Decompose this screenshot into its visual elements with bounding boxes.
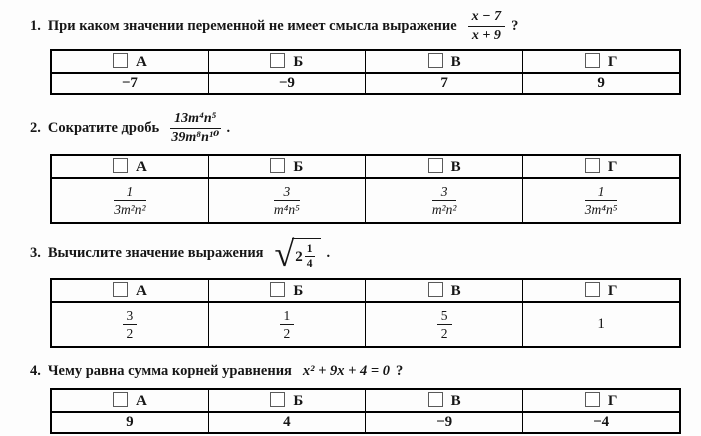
fraction-numerator: 1 [306,243,313,256]
question-number: 2. [30,119,41,136]
option-value-cell [523,302,680,347]
option-letter: В [450,282,461,299]
option-letter: Г [607,282,618,299]
option-value-text: 7 [440,75,448,91]
option-value-cell [51,73,208,94]
math-fraction [170,111,220,145]
question-text: При каком значении переменной не имеет смысла выражение [47,17,457,34]
fraction-numerator: 1 [114,184,145,201]
option-letter: Б [293,158,304,175]
option-letter: Г [607,392,618,409]
option-header-cell-b [208,50,365,73]
option-header-cell-b [208,155,365,178]
option-letter: В [450,53,461,70]
option-header-cell-b [208,279,365,302]
fraction-numerator: 13m⁴n⁵ [170,111,220,129]
question-1-stem [30,6,701,46]
option-value-cell [208,178,365,223]
option-header-cell-a [51,50,208,73]
answer-table-q1 [50,49,681,95]
question-suffix: ? [511,17,519,34]
option-value-text: −4 [593,414,610,430]
options-header-row [51,155,680,178]
option-letter: А [135,158,147,175]
option-header-cell-a [51,155,208,178]
fraction-denominator: m²n² [431,202,457,217]
radicand [292,238,320,271]
question-4-stem [30,361,701,381]
answer-checkbox[interactable] [113,282,128,297]
option-header-cell-g [523,279,680,302]
option-value-fraction [437,308,452,341]
option-header-cell-a [51,279,208,302]
option-value-fraction [123,308,138,341]
fraction-numerator: 3 [274,184,300,201]
option-value-cell [523,178,680,223]
answer-checkbox[interactable] [270,158,285,173]
option-value-text: 1 [597,316,605,332]
option-value-text: 9 [597,75,605,91]
option-header-cell-v [366,155,523,178]
option-value-cell [208,302,365,347]
question-3-stem [30,233,701,273]
question-number: 3. [30,244,41,261]
answer-table-q4 [50,388,681,434]
options-value-row [51,302,680,347]
option-value-text: 9 [126,414,134,430]
option-header-cell-a [51,389,208,412]
answer-checkbox[interactable] [270,392,285,407]
options-value-row [51,178,680,223]
mixed-number-whole: 2 [295,248,303,265]
option-letter: А [135,392,147,409]
question-text: Вычислите значение выражения [47,244,264,261]
option-value-cell [366,302,523,347]
question-2-stem [30,107,701,149]
fraction-numerator: 1 [280,308,295,325]
option-value-cell [366,73,523,94]
option-header-cell-v [366,389,523,412]
answer-table-q2 [50,154,681,224]
fraction-denominator: 4 [306,258,313,270]
option-value-cell [366,178,523,223]
options-header-row [51,279,680,302]
answer-checkbox[interactable] [428,53,443,68]
option-value-fraction [280,308,295,341]
answer-checkbox[interactable] [428,158,443,173]
option-value-fraction [432,184,457,217]
fraction-numerator: 3 [432,184,457,201]
question-number: 4. [30,362,41,379]
options-header-row [51,50,680,73]
answer-checkbox[interactable] [428,282,443,297]
options-header-row [51,389,680,412]
option-value-text: −9 [436,414,453,430]
option-value-text: 4 [283,414,291,430]
option-letter: А [135,53,147,70]
option-value-text: −7 [121,75,138,91]
fraction-numerator: 5 [437,308,452,325]
fraction-numerator: 1 [585,184,618,201]
fraction-numerator: 3 [123,308,138,325]
question-text: Сократите дробь [47,119,160,136]
answer-checkbox[interactable] [113,392,128,407]
answer-checkbox[interactable] [585,53,600,68]
answer-checkbox[interactable] [585,158,600,173]
option-value-fraction [114,184,145,217]
question-suffix: . [226,119,231,136]
mixed-number-fraction [305,243,315,271]
question-suffix: ? [396,362,404,379]
option-letter: Г [607,158,618,175]
fraction-denominator: 3m²n² [114,202,146,217]
option-letter: Б [293,392,304,409]
math-fraction [468,9,505,43]
answer-checkbox[interactable] [270,53,285,68]
option-letter: В [450,158,461,175]
answer-table-q3 [50,278,681,348]
fraction-denominator: 39m⁸n¹⁰ [171,129,220,145]
options-value-row [51,73,680,94]
option-value-cell [523,73,680,94]
option-letter: Б [293,53,304,70]
option-letter: В [450,392,461,409]
fraction-numerator: x − 7 [468,9,505,27]
fraction-denominator: m⁴n⁵ [273,202,300,217]
option-header-cell-b [208,389,365,412]
fraction-denominator: 3m⁴n⁵ [584,202,618,217]
radical-sign-icon: √ [274,234,295,275]
fraction-denominator: 2 [126,326,134,341]
option-value-text: −9 [278,75,295,91]
worksheet-page [0,6,701,436]
option-letter: А [135,282,147,299]
option-value-cell [51,302,208,347]
option-header-cell-v [366,50,523,73]
question-number: 1. [30,17,41,34]
option-header-cell-v [366,279,523,302]
option-value-cell [51,178,208,223]
question-text: Чему равна сумма корней уравнения [47,362,292,379]
fraction-denominator: x + 9 [471,27,501,43]
option-header-cell-g [523,155,680,178]
math-expression: x² + 9x + 4 = 0 [302,362,391,379]
option-letter: Г [607,53,618,70]
answer-checkbox[interactable] [585,282,600,297]
answer-checkbox[interactable] [113,53,128,68]
option-value-fraction [585,184,618,217]
answer-checkbox[interactable] [113,158,128,173]
option-letter: Б [293,282,304,299]
fraction-denominator: 2 [283,326,291,341]
fraction-denominator: 2 [440,326,448,341]
answer-checkbox[interactable] [585,392,600,407]
option-header-cell-g [523,389,680,412]
answer-checkbox[interactable] [270,282,285,297]
option-value-cell [208,73,365,94]
question-suffix: . [326,244,331,261]
answer-checkbox[interactable] [428,392,443,407]
math-square-root [274,234,321,275]
option-header-cell-g [523,50,680,73]
option-value-fraction [274,184,300,217]
